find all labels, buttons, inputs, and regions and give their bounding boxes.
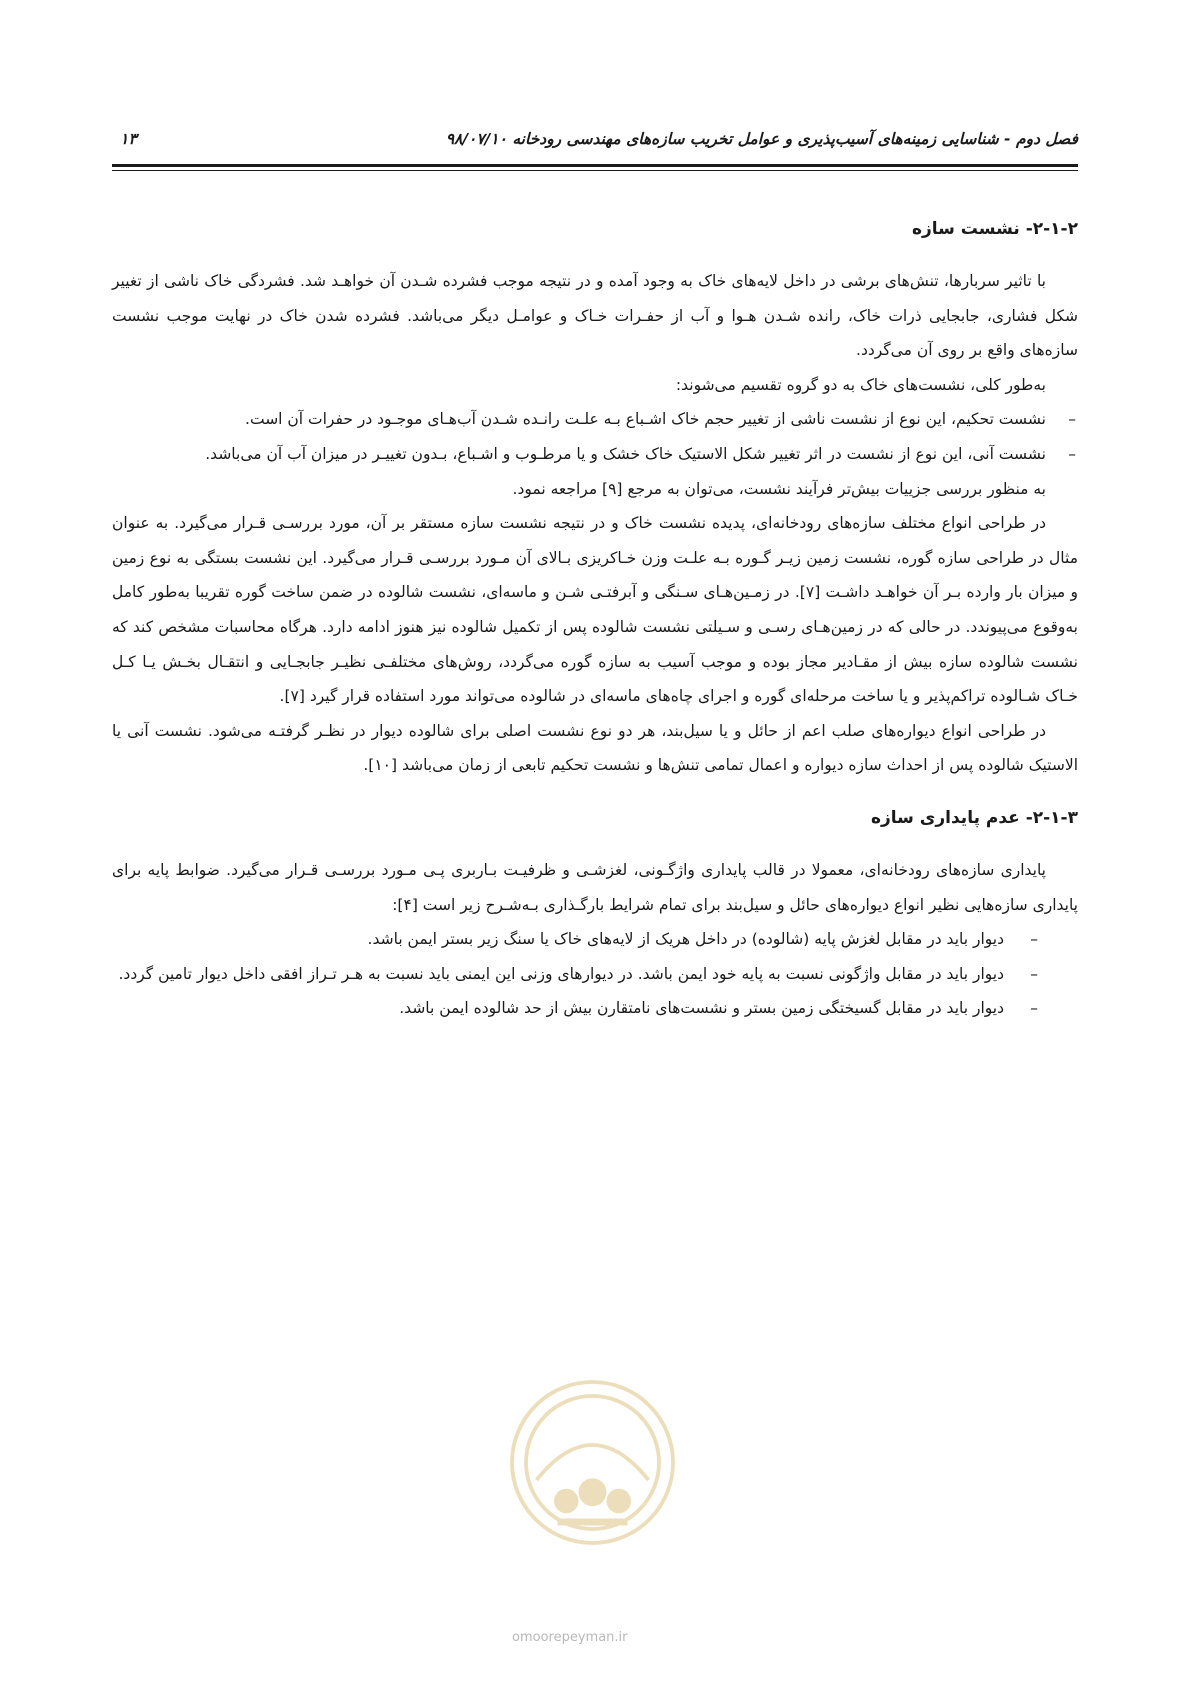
list-item [112,402,1078,437]
page-number: ۱۳ [120,130,137,148]
paragraph: به منظور بررسی جزییات بیش‌تر فرآیند نشست، می‌توان به مرجع [۹] مراجعه نمود. [512,479,1046,498]
list-item-text: دیوار باید در مقابل واژگونی نسبت به پایه خود ایمن باشد. در دیوارهای وزنی این ایمنی باید نسبت به هـر تـراز افقی داخل دیوار تامین گردد. [118,964,1004,983]
dash-bullet: – [1068,410,1076,429]
paragraph: با تاثیر سربارها، تنش‌های برشی در داخل لایه‌های خاک به وجود آمده و در نتیجه موجب فشرده شـدن آن خواهـد شد. فشردگی خاک ناشی از تغییر شکل فشاری، جابجایی ذرات خاک، رانده شـدن هـوا و آب از حفـرات خـاک و عوامـل دیگر می‌باشد. فشرده شدن خاک در نهایت موجب نشست سازه‌های واقع بر روی آن می‌گردد. [112,272,1078,360]
list-item [112,437,1078,472]
list-item-text: دیوار باید در مقابل لغزش پایه (شالوده) در داخل هریک از لایه‌های خاک یا سنگ زیر بستر ایمن باشد. [367,930,1004,949]
dash-bullet: – [1030,930,1038,949]
paragraph: پایداری سازه‌های رودخانه‌ای، معمولا در قالب پایداری واژگـونی، لغزشـی و ظرفیـت بـاربری پـی مـورد بررسـی قـرار می‌گیرد. ضوابط پایه برای پایداری سازه‌هایی نظیر انواع دیواره‌های حائل و سیل‌بند برای تمام شرایط بارگـذاری بـه‌شـرح زیر است [۴]: [112,860,1078,914]
dash-bullet: – [1068,444,1076,463]
header-rule-thick [112,164,1078,167]
page-content [112,212,1078,1026]
section-heading-instability: ۲-۱-۳- عدم پایداری سازه [870,807,1078,828]
section-heading-settlement: ۲-۱-۲- نشست سازه [911,219,1078,239]
header-title: فصل دوم - شناسایی زمینه‌های آسیب‌پذیری و عوامل تخریب سازه‌های مهندسی رودخانه ۹۸/۰۷/۱۰ [445,130,1078,148]
dash-bullet: – [1030,999,1038,1018]
watermark-logo-icon [505,1375,680,1550]
paragraph: به‌طور کلی، نشست‌های خاک به دو گروه تقسیم می‌شوند: [675,375,1046,394]
watermark-url: omoorepeyman.ir [512,1630,628,1645]
list-item-text: نشست تحکیم، این نوع از نشست ناشی از تغییر حجم خاک اشـباع بـه علـت رانـده شـدن آب‌هـای موجـود در حفرات آن است. [245,410,1046,429]
list-item [112,957,1078,992]
header-rule-thin [112,170,1078,171]
list-item-text: دیوار باید در مقابل گسیختگی زمین بستر و نشست‌های نامتقارن بیش از حد شالوده ایمن باشد. [399,999,1004,1018]
list-item [112,922,1078,957]
paragraph: در طراحی انواع مختلف سازه‌های رودخانه‌ای، پدیده نشست خاک و در نتیجه نشست سازه مستقر بر آن، مورد بررسـی قـرار می‌گیرد. به عنوان مثال در طراحی سازه گوره، نشست زمین زیـر گـوره بـه علـت وزن خـاکریزی بـالای آن مـورد بررسـی قـرار می‌گیرد. این نشست بستگی به نوع زمین و میزان بار وارده بـر آن خواهـد داشـت [۷]. در زمـین‌هـای سـنگی و آبرفتـی شـن و ماسه‌ای، نشست شالوده در ضمن ساخت گوره تقریبا به‌طور کامل به‌وقوع می‌پیوندد. در حالی که در زمین‌هـای رسـی و سـیلتی نشست شالوده پس از تکمیل شالوده نیز هنوز ادامه دارد. هرگاه محاسبات مشخص کند که نشست شالوده سازه بیش از مقـادیر مجاز بوده و موجب آسیب به سازه گوره می‌گردد، روش‌های مختلفـی نظیـر جابجـایی و انتقـال بخـش یـا کـل خـاک شـالوده تراکم‌پذیر و یا ساخت مرحله‌ای گوره و اجرای چاه‌های ماسه‌ای در شالوده می‌تواند مورد استفاده قرار گیرد [۷]. [112,514,1078,706]
paragraph: در طراحی انواع دیواره‌های صلب اعم از حائل و یا سیل‌بند، هر دو نوع نشست اصلی برای شالوده دیوار در نظـر گرفتـه می‌شود. نشست آنی یا الاستیک شالوده پس از احداث سازه دیواره و اعمال تمامی تنش‌ها و نشست تحکیم تابعی از زمان می‌باشد [۱۰]. [112,721,1078,775]
list-item-text: نشست آنی، این نوع از نشست در اثر تغییر شکل الاستیک خاک خشک و یا مرطـوب و اشـباع، بـدون تغییـر در میزان آب آن می‌باشد. [205,444,1046,463]
settlement-types-list [112,402,1078,471]
stability-criteria-list [112,922,1078,1026]
page-header [112,130,1078,154]
dash-bullet: – [1030,964,1038,983]
list-item [112,991,1078,1026]
